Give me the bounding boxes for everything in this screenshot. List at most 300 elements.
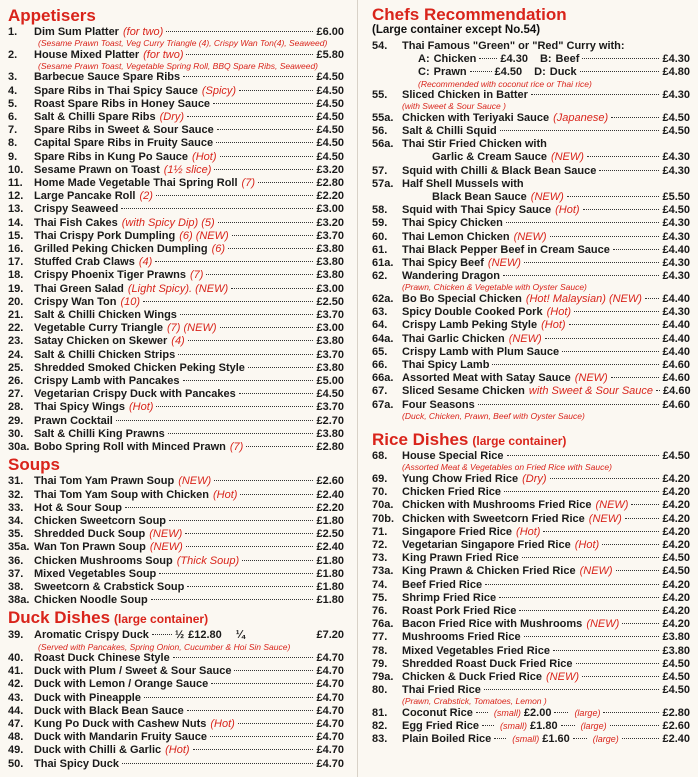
item-number: 12. (8, 190, 24, 203)
item-description: (Duck, Chicken, Prawn, Beef with Oyster Sauce) (402, 410, 585, 421)
item-number: 35. (8, 528, 24, 541)
item-tag: (Dry) (522, 472, 547, 485)
dot-leader (611, 377, 660, 378)
large-price: £2.80 (662, 706, 690, 719)
item-price: £4.20 (662, 539, 690, 551)
dot-leader (631, 504, 659, 505)
item-name: Wandering Dragon (402, 270, 500, 283)
item-tag: (Hot) (516, 525, 541, 538)
item-description: (Recommended with coconut rice or Thai rice) (418, 78, 592, 89)
item-name: Thai Black Pepper Beef in Cream Sauce (402, 243, 610, 256)
item-tag: (1½ slice) (163, 163, 212, 176)
dot-leader (602, 544, 659, 545)
option-label: D: (534, 66, 546, 79)
item-name: Home Made Vegetable Thai Spring Roll (34, 177, 238, 190)
item-name: Salt & Chilli Squid (402, 125, 497, 138)
item-price: £4.50 (316, 97, 344, 110)
item-number: 19. (8, 282, 24, 295)
item-name: Salt & Chilli Spare Ribs (34, 111, 156, 124)
menu-item (372, 720, 690, 733)
menu-item (372, 399, 690, 412)
item-number: 58. (372, 204, 388, 217)
item-tag: (2) (139, 190, 153, 203)
item-tag: (NEW) (149, 528, 183, 541)
item-name: Spare Ribs in Kung Po Sauce (34, 150, 189, 163)
menu-item (8, 137, 344, 150)
option-price: £4.80 (662, 66, 690, 79)
menu-item (372, 539, 690, 552)
item-name: Chicken Fried Rice (402, 486, 502, 499)
dot-leader (166, 31, 313, 32)
item-price: £2.80 (316, 441, 344, 454)
item-price: £3.80 (316, 269, 344, 282)
item-price: £4.50 (662, 125, 690, 138)
item-number: 9. (8, 150, 18, 163)
item-tag: (Dry) (159, 111, 185, 124)
menu-item (8, 375, 344, 388)
item-number: 2. (8, 48, 18, 61)
item-price: £2.20 (316, 190, 344, 203)
item-number: 3. (8, 71, 18, 84)
item-name: Chicken with Mushrooms Fried Rice (402, 499, 592, 512)
menu-item (8, 401, 344, 414)
dot-leader (524, 262, 660, 263)
item-price: £4.30 (662, 89, 690, 102)
dot-leader (232, 235, 314, 236)
item-number: 29. (8, 414, 24, 427)
dot-leader (234, 670, 313, 671)
item-number: 71. (372, 525, 388, 538)
menu-item (8, 581, 344, 594)
item-tag: (7) (229, 441, 244, 454)
menu-item (8, 541, 344, 554)
item-number: 13. (8, 203, 24, 216)
item-number: 57a. (372, 177, 394, 190)
item-name: Thai Spicy Lamb (402, 358, 490, 371)
menu-item (372, 244, 690, 257)
item-name: Squid with Chilli & Black Bean Sauce (402, 164, 597, 177)
item-price: £4.40 (662, 332, 690, 345)
item-number: 8. (8, 137, 18, 150)
dot-leader (478, 404, 660, 405)
option-name: Chicken (433, 53, 477, 66)
menu-item (372, 605, 690, 618)
dot-leader (228, 248, 313, 249)
item-price: £4.30 (662, 257, 690, 270)
dot-leader (479, 58, 497, 59)
item-price: £3.80 (316, 427, 344, 440)
option-label: A: (418, 53, 430, 66)
item-price: £2.50 (316, 528, 344, 541)
rice-title-text: Rice Dishes (372, 430, 469, 450)
item-description: (Prawn, Crabstick, Tomatoes, Lemon ) (402, 696, 547, 707)
item-name: Duck with Plum / Sweet & Sour Sauce (34, 665, 232, 678)
dot-leader (214, 480, 313, 481)
item-tag: (Hot) (192, 150, 217, 163)
item-number: 34. (8, 514, 24, 527)
menu-item (372, 217, 690, 230)
item-name: Bo Bo Special Chicken (402, 292, 522, 305)
menu-item (8, 177, 344, 190)
item-name: Mixed Vegetables Fried Rice (402, 644, 550, 657)
item-price: £4.70 (316, 744, 344, 757)
dot-leader (210, 736, 313, 737)
item-name: Crispy Lamb with Pancakes (34, 375, 180, 388)
dot-leader (561, 725, 575, 726)
item-price: £4.60 (662, 372, 690, 385)
menu-item (8, 489, 344, 502)
item-name: Singapore Fried Rice (402, 525, 513, 538)
rice-title (372, 431, 690, 450)
dot-leader (173, 657, 314, 658)
item-name: Chicken Sweetcorn Soup (34, 514, 167, 527)
menu-item (8, 705, 344, 718)
item-tag: (Hot) (555, 204, 580, 217)
dot-leader (613, 249, 660, 250)
dot-leader (503, 275, 659, 276)
dot-leader (573, 738, 587, 739)
item-price: £4.20 (662, 499, 690, 512)
item-number: 70a. (372, 499, 394, 512)
dot-leader (155, 261, 313, 262)
dot-leader (258, 182, 313, 183)
small-label: (small) (500, 721, 528, 732)
dot-leader (504, 491, 659, 492)
menu-item (372, 473, 690, 486)
item-price: £1.80 (316, 594, 344, 607)
item-price: £3.80 (662, 644, 690, 657)
item-price: £4.70 (316, 691, 344, 704)
item-price: £4.70 (316, 757, 344, 770)
menu-item (8, 98, 344, 111)
item-name: Four Seasons (402, 398, 475, 411)
item-number: 70b. (372, 512, 395, 525)
dot-leader (220, 327, 314, 328)
soups-list (8, 475, 344, 607)
rice-sized-list (372, 707, 690, 747)
item-tag: (Hot) (213, 488, 238, 501)
dot-leader (144, 697, 314, 698)
dot-leader (187, 586, 313, 587)
duck-title (8, 609, 344, 628)
dot-leader (625, 518, 660, 519)
item-name: Sweetcorn & Crabstick Soup (34, 580, 185, 593)
item-number: 14. (8, 216, 24, 229)
item-price: £1.80 (316, 567, 344, 580)
menu-item (8, 335, 344, 348)
item-name: Black Bean Sauce (432, 191, 527, 204)
item-name: Duck with Pineapple (34, 691, 141, 704)
item-number: 28. (8, 401, 24, 414)
dot-leader (569, 324, 660, 325)
item-description: (with Sweet & Sour Sauce ) (402, 101, 506, 112)
menu-item (372, 486, 690, 499)
item-price: £4.20 (662, 591, 690, 604)
item-price: £4.60 (662, 358, 690, 371)
item-name: Duck with Chilli & Garlic (34, 744, 162, 757)
large-label: (large) (574, 707, 601, 718)
menu-item (372, 293, 690, 306)
item-name: Shredded Roast Duck Fried Rice (402, 657, 573, 670)
item-price: £4.40 (662, 292, 690, 305)
dot-leader (239, 393, 314, 394)
item-number: 47. (8, 718, 24, 731)
menu-item (8, 203, 344, 216)
item-number: 61. (372, 243, 388, 256)
item-number: 22. (8, 322, 24, 335)
item-name: Wan Ton Prawn Soup (34, 541, 146, 554)
item-price: £4.30 (662, 306, 690, 319)
item-tag: (Hot) (574, 539, 600, 551)
dot-leader (616, 570, 660, 571)
large-label: (large) (592, 734, 619, 745)
item-number: 25. (8, 361, 24, 374)
item-number: 30a. (8, 441, 30, 454)
menu-item (372, 552, 690, 565)
menu-item (8, 555, 344, 568)
dot-leader (485, 584, 659, 585)
item-tag: (Thick Soup) (176, 554, 240, 567)
dot-leader (554, 712, 568, 713)
item-name: Spare Ribs in Thai Spicy Sauce (34, 84, 198, 97)
dot-leader (543, 531, 659, 532)
item-name: Mushrooms Fried Rice (402, 631, 521, 644)
menu-item (8, 692, 344, 705)
menu-item (372, 178, 690, 191)
menu-item (372, 257, 690, 270)
chefs-title: Chefs Recommendation (372, 5, 567, 24)
half-price: £12.80 (188, 629, 222, 642)
item-name: Mixed Vegetables Soup (34, 567, 157, 580)
menu-item (8, 652, 344, 665)
item-name: Thai Spicy Chicken (402, 217, 503, 230)
item-tag: with Sweet & Sour Sauce (528, 385, 654, 398)
item-name: Thai Tom Yam Prawn Soup (34, 475, 175, 488)
menu-item (8, 164, 344, 177)
item-tag: (Spicy) (201, 84, 237, 97)
item-price: £5.80 (316, 48, 344, 61)
item-tag: (NEW) (546, 671, 579, 684)
item-price: £3.70 (316, 401, 344, 414)
item-name: Thai Green Salad (34, 282, 124, 295)
item-tag: (4) (171, 335, 185, 348)
item-name: Sesame Prawn on Toast (34, 163, 160, 176)
item-number: 6. (8, 111, 18, 124)
dot-leader (214, 169, 313, 170)
small-label: (small) (512, 734, 540, 745)
item-number: 60. (372, 230, 388, 243)
item-number: 17. (8, 256, 24, 269)
item-number: 73. (372, 552, 388, 565)
menu-item (8, 49, 344, 62)
dot-leader (553, 650, 660, 651)
item-price: £5.50 (662, 191, 690, 204)
duck-list (8, 652, 344, 771)
menu-item (8, 322, 344, 335)
menu-item (372, 112, 690, 125)
item-name: Thai Famous "Green" or "Red" Curry with: (402, 40, 625, 52)
item-tag: (NEW) (574, 372, 608, 385)
item-tag: (7) (NEW) (167, 322, 217, 335)
item-name: Yung Chow Fried Rice (402, 472, 519, 485)
item-price: £2.40 (316, 488, 344, 501)
item-price: £3.80 (316, 361, 344, 374)
item-price: £4.30 (662, 164, 690, 177)
menu-item (372, 645, 690, 658)
rice-subtitle: (large container) (472, 434, 567, 449)
item-name: Crispy Wan Ton (34, 295, 117, 308)
dot-leader (499, 597, 659, 598)
item-price: £3.70 (316, 309, 344, 322)
dot-leader (156, 406, 313, 407)
item-price: £4.20 (662, 486, 690, 499)
option-price: £4.30 (500, 53, 528, 66)
dot-leader (587, 156, 660, 157)
item-number: 26. (8, 375, 24, 388)
item-price: £3.20 (316, 163, 344, 176)
item-name: Roast Pork Fried Rice (402, 605, 517, 618)
menu-item (8, 441, 344, 454)
item-name: Chicken Mushrooms Soup (34, 554, 173, 567)
item-price: £3.80 (316, 256, 344, 269)
menu-item (372, 372, 690, 385)
menu-item (8, 758, 344, 771)
dot-leader (159, 573, 313, 574)
item-price: £4.50 (662, 552, 690, 565)
item-number: 37. (8, 567, 24, 580)
item-number: 62. (372, 270, 388, 283)
menu-item (372, 165, 690, 178)
menu-item (8, 230, 344, 243)
item-number: 33. (8, 501, 24, 514)
dot-leader (186, 54, 313, 55)
dot-leader (168, 433, 314, 434)
item-price: £4.30 (662, 230, 690, 243)
item-name: Thai Stir Fried Chicken with (402, 138, 547, 151)
menu-item (8, 283, 344, 296)
item-number: 38. (8, 580, 24, 593)
dot-leader (213, 103, 313, 104)
item-price: £4.50 (316, 124, 344, 137)
item-number: 27. (8, 388, 24, 401)
menu-item (372, 333, 690, 346)
item-number: 66. (372, 358, 388, 371)
menu-item (8, 85, 344, 98)
item-name: Thai Lemon Chicken (402, 230, 510, 243)
small-price: £1.80 (530, 720, 558, 733)
item-name: Dim Sum Platter (34, 26, 119, 38)
item-number: 62a. (372, 292, 394, 305)
item-tag: (7) (190, 269, 204, 282)
item-number: 1. (8, 26, 18, 38)
dot-leader (524, 636, 660, 637)
dot-leader (470, 71, 492, 72)
dot-leader (610, 725, 660, 726)
item-name: Thai Spicy Beef (402, 257, 484, 270)
dot-leader (246, 446, 313, 447)
item-tag: (NEW) (588, 512, 622, 525)
item-number: 76a. (372, 618, 394, 631)
item-name: House Mixed Platter (34, 48, 140, 61)
dot-leader (611, 117, 659, 118)
dot-leader (476, 712, 488, 713)
item-price: £4.50 (662, 204, 690, 217)
item-name: Garlic & Cream Sauce (432, 151, 547, 164)
item-price: £4.50 (316, 150, 344, 163)
item-price: £4.50 (662, 671, 690, 684)
item-name: Shredded Smoked Chicken Peking Style (34, 361, 245, 374)
dot-leader (187, 116, 313, 117)
item-number: 18. (8, 269, 24, 282)
item-tag: (NEW) (487, 257, 521, 270)
dot-leader (506, 222, 660, 223)
item-number: 50. (8, 757, 24, 770)
item-name: Assorted Meat with Satay Sauce (402, 372, 571, 385)
menu-item (8, 124, 344, 137)
half-label: ½ (174, 629, 185, 642)
item-name: Large Pancake Roll (34, 190, 136, 203)
dot-leader (121, 208, 313, 209)
item-price: £2.50 (316, 295, 344, 308)
item-price: £4.30 (662, 270, 690, 283)
dot-leader (576, 663, 660, 664)
option-price: £4.50 (494, 66, 523, 79)
dot-leader (152, 634, 172, 635)
item-tag: (Hot! Malaysian) (NEW) (525, 292, 642, 305)
item-name: Bobo Spring Roll with Minced Prawn (34, 441, 226, 454)
menu-item-continuation (372, 191, 690, 204)
dot-leader (500, 130, 660, 131)
menu-item (8, 256, 344, 269)
item-number: 67a. (372, 398, 394, 411)
item-name: Kung Po Duck with Cashew Nuts (34, 718, 207, 731)
item-tag: (NEW) (508, 332, 542, 345)
option-label: C: (418, 66, 430, 79)
item-number: 44. (8, 704, 24, 717)
item-tag: (Hot) (541, 319, 566, 332)
dot-leader (492, 364, 659, 365)
item-name: Shredded Duck Soup (34, 528, 146, 541)
item-number: 69. (372, 472, 388, 485)
menu-item (372, 592, 690, 605)
item-price: £3.80 (316, 335, 344, 348)
chefs-note: (Large container except No.54) (372, 24, 541, 36)
menu-item (8, 731, 344, 744)
item-name: Vegetarian Crispy Duck with Pancakes (34, 388, 236, 401)
menu-item (8, 349, 344, 362)
duck-subtitle: (large container) (114, 612, 209, 627)
dot-leader (239, 90, 313, 91)
item-price: £2.20 (316, 501, 344, 514)
item-price: £4.20 (662, 472, 690, 485)
item-name: Hot & Sour Soup (34, 501, 122, 514)
item-number: 64. (372, 319, 388, 332)
item-name: Roast Spare Ribs in Honey Sauce (34, 97, 211, 110)
item-name: Duck with Black Bean Sauce (34, 704, 184, 717)
item-tag: (Japanese) (553, 111, 609, 124)
curry-option-row (372, 53, 690, 66)
menu-item (8, 309, 344, 322)
dot-leader (599, 170, 659, 171)
item-price: £4.50 (316, 84, 344, 97)
item-number: 72. (372, 539, 388, 551)
menu-item (8, 594, 344, 607)
item-number: 7. (8, 124, 18, 137)
item-tag: (6) (NEW) (179, 229, 229, 242)
item-number: 43. (8, 691, 24, 704)
item-number: 75. (372, 591, 388, 604)
menu-item (372, 631, 690, 644)
